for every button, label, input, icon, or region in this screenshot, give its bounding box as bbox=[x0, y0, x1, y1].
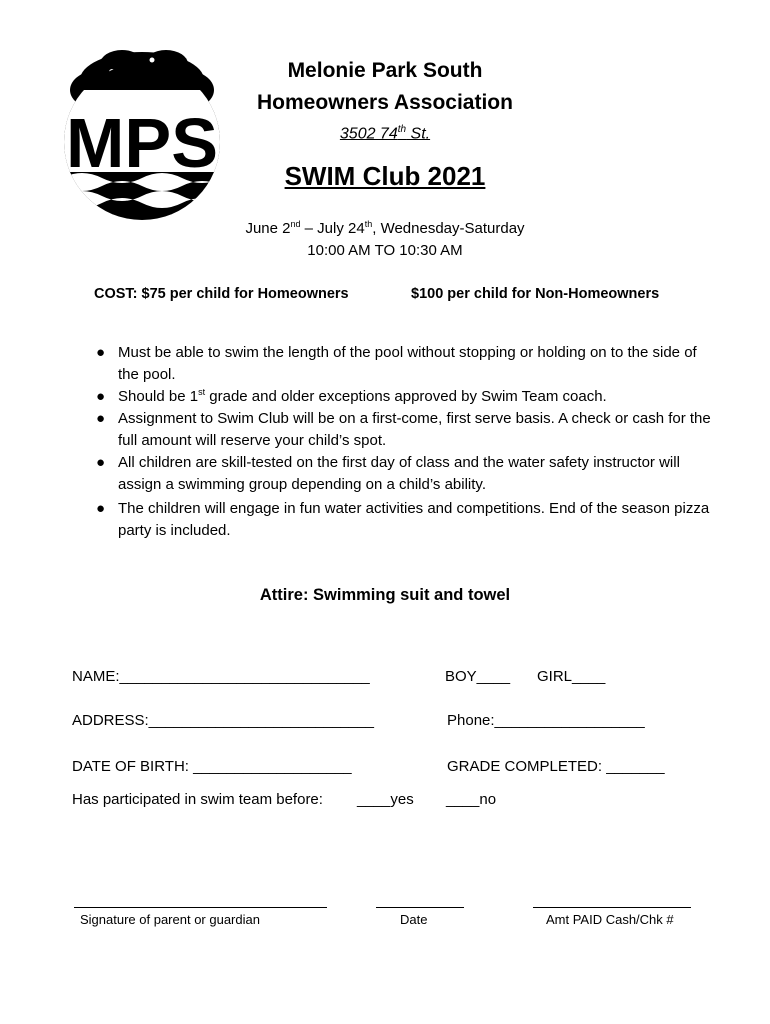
logo-text: MPS bbox=[66, 104, 218, 182]
attire-heading: Attire: Swimming suit and towel bbox=[259, 586, 511, 604]
bullet-icon: ● bbox=[96, 344, 106, 361]
date-of-birth-field[interactable]: DATE OF BIRTH: ___________________ bbox=[72, 758, 352, 775]
rule-item: ● Must be able to swim the length of the pool without stopping or holding on to the side of the pool. bbox=[96, 344, 697, 383]
boy-checkbox-field[interactable]: BOY____ bbox=[445, 668, 511, 685]
amount-paid-line[interactable] bbox=[533, 907, 691, 908]
participated-no-field[interactable]: ____no bbox=[446, 791, 497, 808]
org-name-line2: Homeowners Association bbox=[257, 91, 513, 114]
bullet-icon: ● bbox=[96, 388, 106, 405]
date-signature-line[interactable] bbox=[376, 907, 464, 908]
schedule-time: 10:00 AM TO 10:30 AM bbox=[307, 242, 463, 259]
bullet-icon: ● bbox=[96, 454, 106, 471]
page-title: SWIM Club 2021 bbox=[284, 161, 486, 191]
parent-signature-label: Signature of parent or guardian bbox=[80, 912, 260, 927]
phone-field[interactable]: Phone:__________________ bbox=[447, 712, 645, 729]
cost-homeowners: COST: $75 per child for Homeowners bbox=[94, 286, 349, 302]
address-field[interactable]: ADDRESS:___________________________ bbox=[72, 712, 374, 729]
rule-item: ● All children are skill-tested on the first day of class and the water safety instructor will assign a swimming group depending on a child’s ability. bbox=[96, 454, 680, 493]
schedule-dates: June 2nd – July 24th, Wednesday-Saturday bbox=[245, 219, 525, 237]
rule-item: ● The children will engage in fun water activities and competitions. End of the season pizza party is included. bbox=[96, 500, 710, 539]
date-label: Date bbox=[400, 912, 428, 927]
rule-item: ● Assignment to Swim Club will be on a first-come, first serve basis. A check or cash for the full amount will reserve your child’s spot. bbox=[96, 410, 711, 449]
grade-completed-field[interactable]: GRADE COMPLETED: _______ bbox=[447, 758, 665, 775]
bullet-icon: ● bbox=[96, 410, 106, 427]
participated-question: Has participated in swim team before: bbox=[72, 791, 323, 808]
bullet-icon: ● bbox=[96, 500, 106, 517]
rules-list bbox=[92, 342, 712, 542]
participated-yes-field[interactable]: ____yes bbox=[357, 791, 414, 808]
girl-checkbox-field[interactable]: GIRL____ bbox=[537, 668, 606, 685]
amount-paid-label: Amt PAID Cash/Chk # bbox=[546, 912, 674, 927]
cost-non-homeowners: $100 per child for Non-Homeowners bbox=[411, 286, 660, 302]
org-address: 3502 74th St. bbox=[339, 124, 431, 143]
org-name-line1: Melonie Park South bbox=[287, 59, 483, 82]
name-field[interactable]: NAME:______________________________ bbox=[72, 668, 370, 685]
rule-item: ● Should be 1st grade and older exceptions approved by Swim Team coach. bbox=[92, 386, 712, 408]
parent-signature-line[interactable] bbox=[74, 907, 327, 908]
